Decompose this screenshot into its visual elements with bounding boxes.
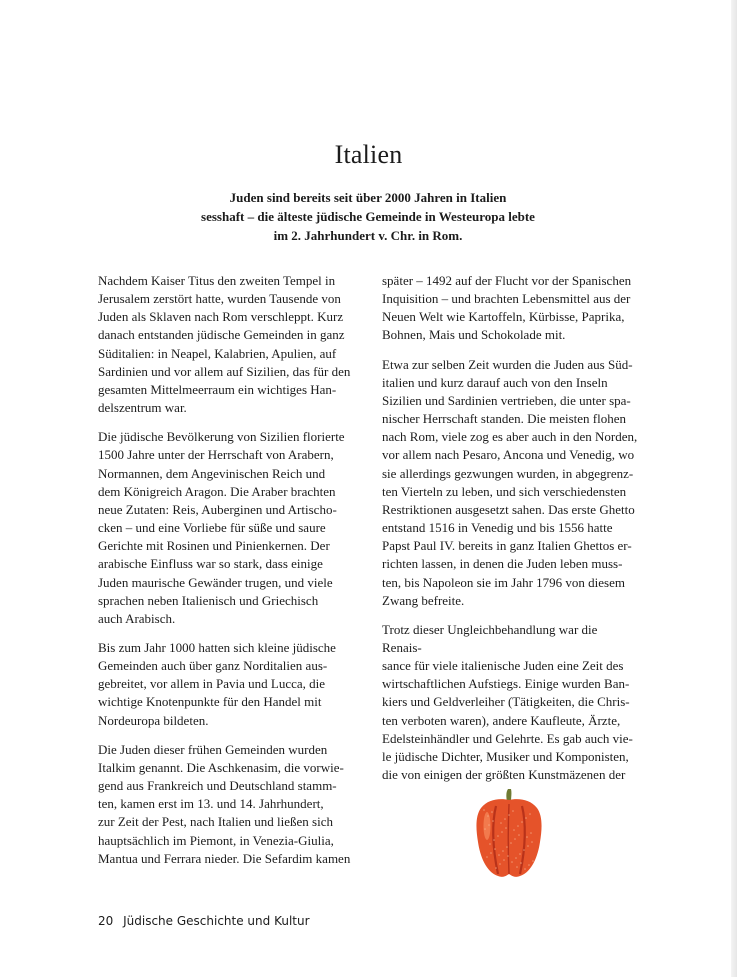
- text-line: wichtige Knotenpunkte für den Handel mit: [98, 694, 322, 710]
- text-line: hauptsächlich im Piemont, in Venezia-Giulia,: [98, 832, 334, 848]
- text-line: Gemeinden auch über ganz Norditalien aus-: [98, 658, 328, 674]
- lead-line: sesshaft – die älteste jüdische Gemeinde in Westeuropa lebte: [201, 209, 535, 224]
- right-column: [382, 272, 640, 795]
- text-line: Süditalien: in Neapel, Kalabrien, Apulien, auf: [98, 345, 337, 361]
- text-line: nischer Herrschaft standen. Die meisten flohen: [382, 411, 627, 427]
- text-line: wirtschaftlichen Aufstiegs. Einige wurden Ban-: [382, 676, 630, 692]
- text-line: Nordeuropa bildeten.: [98, 712, 209, 728]
- text-line: ten verboten waren), andere Kaufleute, Ärzte,: [382, 712, 621, 728]
- body-paragraph: [98, 741, 360, 868]
- text-line: kiers und Geldverleiher (Tätigkeiten, die Chris-: [382, 694, 630, 710]
- body-paragraph: [382, 272, 640, 345]
- running-title: Jüdische Geschichte und Kultur: [123, 914, 310, 928]
- red-bell-pepper-icon: [472, 786, 546, 880]
- text-line: dem Königreich Aragon. Die Araber brachten: [98, 483, 336, 499]
- text-line: ten Vierteln zu leben, und sich verschiedensten: [382, 483, 627, 499]
- page-title: Italien: [334, 140, 403, 169]
- text-line: die von einigen der größten Kunstmäzenen der: [382, 767, 626, 783]
- text-line: Nachdem Kaiser Titus den zweiten Tempel in: [98, 273, 336, 288]
- page-number: 20: [98, 914, 114, 928]
- text-line: Papst Paul IV. bereits in ganz Italien Ghettos er-: [382, 538, 632, 554]
- text-line: Sardinien und vor allem auf Sizilien, das für den: [98, 363, 351, 379]
- body-paragraph: [98, 272, 360, 417]
- lead-paragraph: [168, 188, 568, 245]
- page-footer: [98, 914, 310, 928]
- text-line: danach entstanden jüdische Gemeinden in ganz: [98, 327, 345, 343]
- text-line: ten, kamen erst im 13. und 14. Jahrhundert,: [98, 796, 324, 812]
- lead-line: im 2. Jahrhundert v. Chr. in Rom.: [273, 228, 463, 243]
- text-line: Jerusalem zerstört hatte, wurden Tausende von: [98, 291, 341, 307]
- text-line: Juden maurische Gewänder trugen, und viele: [98, 574, 333, 590]
- lead-line: Juden sind bereits seit über 2000 Jahren in Italien: [229, 190, 507, 205]
- text-line: ten, bis Napoleon sie im Jahr 1796 von diesem: [382, 574, 625, 590]
- text-line: Etwa zur selben Zeit wurden die Juden aus Süd-: [382, 356, 633, 372]
- text-line: Sizilien und Sardinien vertrieben, die unter spa-: [382, 392, 631, 408]
- body-paragraph: [98, 639, 360, 730]
- text-line: entstand 1516 in Venedig und bis 1556 hatte: [382, 520, 613, 536]
- left-column: [98, 272, 360, 879]
- body-paragraph: [382, 356, 640, 610]
- text-line: sance für viele italienische Juden eine Zeit des: [382, 658, 624, 674]
- body-paragraph: [98, 428, 360, 628]
- text-line: italien und kurz darauf auch von den Inseln: [382, 374, 608, 390]
- text-line: auch Arabisch.: [98, 610, 176, 626]
- text-line: nach Rom, viele zog es aber auch in den Norden,: [382, 429, 638, 445]
- text-line: vor allem nach Pesaro, Ancona und Venedig, wo: [382, 447, 635, 463]
- text-line: Die jüdische Bevölkerung von Sizilien florierte: [98, 429, 345, 445]
- text-line: Bis zum Jahr 1000 hatten sich kleine jüdische: [98, 639, 336, 655]
- body-paragraph: [382, 621, 640, 784]
- text-line: Zwang befreite.: [382, 592, 465, 608]
- text-line: Normannen, dem Angevinischen Reich und: [98, 465, 326, 481]
- text-line: sprachen neben Italienisch und Griechisch: [98, 592, 319, 608]
- text-line: Die Juden dieser frühen Gemeinden wurden: [98, 741, 328, 757]
- text-line: zur Zeit der Pest, nach Italien und ließen sich: [98, 814, 334, 830]
- text-line: später – 1492 auf der Flucht vor der Spanischen: [382, 273, 632, 288]
- text-line: Inquisition – und brachten Lebensmittel aus der: [382, 291, 631, 307]
- text-line: sie allerdings gezwungen wurden, in abgegrenz-: [382, 465, 634, 481]
- text-line: Juden als Sklaven nach Rom verschleppt. Kurz: [98, 309, 344, 325]
- text-line: Bohnen, Mais und Schokolade mit.: [382, 327, 566, 343]
- text-line: neue Zutaten: Reis, Auberginen und Artischo-: [98, 501, 337, 517]
- text-line: delszentrum war.: [98, 400, 187, 416]
- text-line: gend aus Frankreich und Deutschland stamm-: [98, 778, 337, 794]
- text-line: Restriktionen ausgesetzt sahen. Das erste Ghetto: [382, 501, 635, 517]
- text-line: cken – und eine Vorliebe für süße und saure: [98, 520, 326, 536]
- text-line: Italkim genannt. Die Aschkenasim, die vorwie-: [98, 759, 344, 775]
- text-line: richten lassen, in denen die Juden leben muss-: [382, 556, 623, 572]
- text-line: Mantua und Ferrara nieder. Die Sefardim kamen: [98, 850, 351, 866]
- text-line: gesamten Mittelmeerraum ein wichtiges Han-: [98, 381, 337, 397]
- text-line: Neuen Welt wie Kartoffeln, Kürbisse, Paprika,: [382, 309, 625, 325]
- text-line: gebreitet, vor allem in Pavia und Lucca, die: [98, 676, 326, 692]
- text-line: arabische Einfluss war so stark, dass einige: [98, 556, 323, 572]
- text-line: Edelsteinhändler und Gelehrte. Es gab auch vie-: [382, 730, 633, 746]
- text-line: Gerichte mit Rosinen und Pinienkernen. Der: [98, 538, 330, 554]
- text-line: Trotz dieser Ungleichbehandlung war die Renais-: [382, 621, 598, 655]
- text-line: 1500 Jahre unter der Herrschaft von Arabern,: [98, 447, 334, 463]
- text-line: le jüdische Dichter, Musiker und Komponisten,: [382, 748, 629, 764]
